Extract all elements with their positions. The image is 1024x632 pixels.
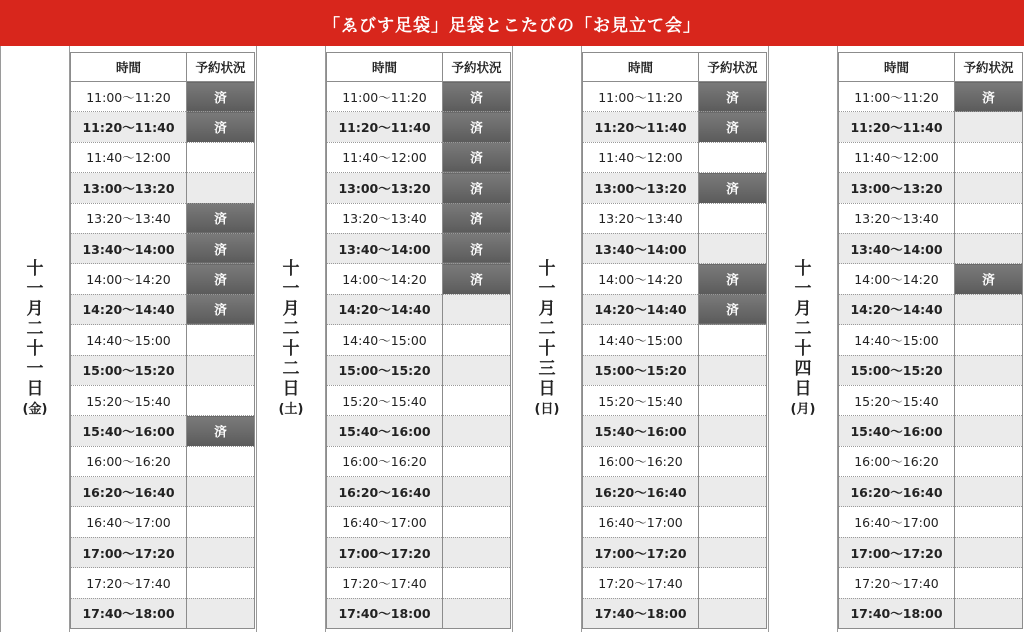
table-row [327,112,511,142]
table-row [839,537,1023,567]
day-label-char: 十 [538,259,556,279]
time-slot: 15:00～15:20 [839,355,955,385]
booked-badge: 済 [699,294,767,324]
table-row [327,598,511,628]
time-header: 時間 [583,53,699,82]
time-slot: 17:00～17:20 [583,537,699,567]
table-row [583,537,767,567]
booked-badge: 済 [443,233,511,263]
table-row [583,203,767,233]
time-slot: 17:40～18:00 [327,598,443,628]
open-slot-cell [699,355,767,385]
time-slot: 17:40～18:00 [71,598,187,628]
day-label [256,46,326,632]
table-row [71,598,255,628]
open-slot-cell [187,507,255,537]
table-row [839,142,1023,172]
table-row [327,355,511,385]
open-slot-cell [955,294,1023,324]
time-slot: 14:40～15:00 [71,325,187,355]
open-slot-cell [187,568,255,598]
time-slot: 13:00～13:20 [839,173,955,203]
open-slot-cell [955,203,1023,233]
time-slot: 11:00～11:20 [839,82,955,112]
open-slot-cell [187,446,255,476]
table-row [327,477,511,507]
open-slot-cell [187,355,255,385]
time-slot: 15:20～15:40 [327,385,443,415]
table-row [839,112,1023,142]
time-header: 時間 [71,53,187,82]
time-slot: 16:40～17:00 [839,507,955,537]
day-label-char: 一 [538,279,556,299]
day-label-char: 十 [794,259,812,279]
booked-badge: 済 [955,82,1023,112]
open-slot-cell [699,325,767,355]
open-slot-cell [443,598,511,628]
day-label-char: 二 [26,319,44,339]
time-slot: 14:00～14:20 [839,264,955,294]
weekday-label: (月) [790,402,816,417]
table-row [71,294,255,324]
time-slot: 14:20～14:40 [839,294,955,324]
open-slot-cell [187,477,255,507]
weekday-label: (日) [534,402,560,417]
booked-badge: 済 [699,82,767,112]
table-row [327,446,511,476]
day-label-char: 二 [538,319,556,339]
table-row [71,537,255,567]
time-slot: 14:00～14:20 [583,264,699,294]
day-label-char: 二 [282,319,300,339]
day-label-char: 三 [538,359,556,379]
table-row [71,355,255,385]
event-title: 「ゑびす足袋」足袋とこたびの「お見立て会」 [323,15,701,36]
day-column [768,46,1024,632]
table-row [71,82,255,112]
time-slot: 13:40～14:00 [839,233,955,263]
time-slot: 16:20～16:40 [71,477,187,507]
booked-badge: 済 [187,416,255,446]
open-slot-cell [955,112,1023,142]
booked-badge: 済 [187,203,255,233]
table-row [327,173,511,203]
table-row [583,568,767,598]
time-slot: 11:20～11:40 [327,112,443,142]
time-slot: 13:40～14:00 [327,233,443,263]
schedule-table [582,52,767,629]
open-slot-cell [699,446,767,476]
open-slot-cell [443,507,511,537]
time-slot: 17:20～17:40 [839,568,955,598]
table-row [839,416,1023,446]
time-slot: 11:00～11:20 [327,82,443,112]
table-row [71,233,255,263]
time-slot: 11:40～12:00 [327,142,443,172]
day-label-char: 一 [794,279,812,299]
schedule-table [70,52,255,629]
day-label-char: 十 [282,259,300,279]
table-row [583,82,767,112]
booked-badge: 済 [187,264,255,294]
day-label-char: 月 [538,299,556,319]
day-column [0,46,256,632]
booked-badge: 済 [443,173,511,203]
open-slot-cell [699,203,767,233]
open-slot-cell [443,385,511,415]
table-row [583,355,767,385]
table-row [583,233,767,263]
day-label [768,46,838,632]
time-slot: 17:20～17:40 [583,568,699,598]
time-slot: 13:00～13:20 [71,173,187,203]
time-slot: 16:00～16:20 [839,446,955,476]
table-row [583,264,767,294]
time-slot: 15:20～15:40 [583,385,699,415]
time-slot: 17:20～17:40 [71,568,187,598]
booked-badge: 済 [187,112,255,142]
day-label-char: 十 [26,259,44,279]
open-slot-cell [443,446,511,476]
time-slot: 15:40～16:00 [71,416,187,446]
status-header: 予約状況 [699,53,767,82]
booked-badge: 済 [443,142,511,172]
open-slot-cell [699,568,767,598]
time-slot: 11:20～11:40 [839,112,955,142]
booked-badge: 済 [187,82,255,112]
table-row [583,507,767,537]
table-row [327,325,511,355]
booked-badge: 済 [955,264,1023,294]
open-slot-cell [699,598,767,628]
time-slot: 15:00～15:20 [327,355,443,385]
time-slot: 13:20～13:40 [839,203,955,233]
time-slot: 17:00～17:20 [71,537,187,567]
table-row [839,203,1023,233]
booked-badge: 済 [443,112,511,142]
open-slot-cell [699,416,767,446]
day-label-char: 十 [794,339,812,359]
day-label-char: 十 [282,339,300,359]
table-row [583,477,767,507]
time-slot: 11:40～12:00 [583,142,699,172]
time-slot: 13:20～13:40 [583,203,699,233]
table-row [71,325,255,355]
time-slot: 16:00～16:20 [583,446,699,476]
table-row [71,142,255,172]
status-header: 予約状況 [955,53,1023,82]
table-row [583,294,767,324]
time-slot: 15:40～16:00 [839,416,955,446]
booked-badge: 済 [187,294,255,324]
table-row [327,294,511,324]
time-slot: 11:20～11:40 [583,112,699,142]
open-slot-cell [187,173,255,203]
open-slot-cell [955,325,1023,355]
time-header: 時間 [327,53,443,82]
table-row [327,416,511,446]
day-column [256,46,512,632]
time-slot: 16:20～16:40 [839,477,955,507]
event-title-banner [0,0,1024,46]
table-row [839,446,1023,476]
table-row [71,264,255,294]
open-slot-cell [955,507,1023,537]
schedule-table [838,52,1023,629]
time-slot: 16:40～17:00 [71,507,187,537]
day-label-char: 月 [282,299,300,319]
table-row [583,173,767,203]
table-row [71,446,255,476]
booked-badge: 済 [187,233,255,263]
time-slot: 17:20～17:40 [327,568,443,598]
table-row [839,507,1023,537]
open-slot-cell [699,507,767,537]
open-slot-cell [187,385,255,415]
table-row [71,568,255,598]
table-row [327,537,511,567]
day-label-char: 一 [26,359,44,379]
status-header: 予約状況 [187,53,255,82]
schedule-table [326,52,511,629]
open-slot-cell [699,142,767,172]
time-slot: 17:40～18:00 [583,598,699,628]
status-header: 予約状況 [443,53,511,82]
table-row [583,325,767,355]
time-slot: 16:00～16:20 [71,446,187,476]
table-row [71,112,255,142]
open-slot-cell [443,325,511,355]
day-label-char: 日 [26,379,44,399]
open-slot-cell [955,446,1023,476]
booked-badge: 済 [699,264,767,294]
time-slot: 11:20～11:40 [71,112,187,142]
time-slot: 15:40～16:00 [583,416,699,446]
table-row [583,142,767,172]
day-label-char: 一 [26,279,44,299]
table-row [327,568,511,598]
open-slot-cell [187,325,255,355]
table-row [839,355,1023,385]
day-label-char: 二 [282,359,300,379]
time-slot: 15:20～15:40 [839,385,955,415]
table-row [327,385,511,415]
day-label-char: 十 [538,339,556,359]
time-slot: 14:40～15:00 [839,325,955,355]
table-row [583,446,767,476]
time-slot: 17:00～17:20 [839,537,955,567]
open-slot-cell [955,477,1023,507]
table-row [583,385,767,415]
day-label [0,46,70,632]
table-row [327,507,511,537]
time-slot: 16:20～16:40 [583,477,699,507]
time-slot: 11:00～11:20 [583,82,699,112]
open-slot-cell [699,477,767,507]
open-slot-cell [443,537,511,567]
time-slot: 13:40～14:00 [71,233,187,263]
open-slot-cell [443,477,511,507]
open-slot-cell [187,598,255,628]
table-row [327,203,511,233]
day-label-char: 月 [26,299,44,319]
table-row [71,416,255,446]
day-label-char: 日 [794,379,812,399]
table-row [839,325,1023,355]
open-slot-cell [443,568,511,598]
booked-badge: 済 [443,264,511,294]
booked-badge: 済 [699,112,767,142]
open-slot-cell [699,385,767,415]
table-row [839,568,1023,598]
time-slot: 14:20～14:40 [327,294,443,324]
weekday-label: (土) [278,402,304,417]
time-slot: 15:00～15:20 [71,355,187,385]
open-slot-cell [955,142,1023,172]
table-row [839,385,1023,415]
booked-badge: 済 [443,82,511,112]
time-slot: 14:00～14:20 [71,264,187,294]
open-slot-cell [443,294,511,324]
open-slot-cell [955,537,1023,567]
time-slot: 13:40～14:00 [583,233,699,263]
time-slot: 13:20～13:40 [71,203,187,233]
table-row [839,82,1023,112]
time-slot: 14:20～14:40 [583,294,699,324]
table-row [839,233,1023,263]
time-slot: 11:40～12:00 [839,142,955,172]
open-slot-cell [955,598,1023,628]
table-row [327,82,511,112]
time-slot: 14:40～15:00 [327,325,443,355]
day-label-char: 日 [538,379,556,399]
open-slot-cell [955,355,1023,385]
time-slot: 17:40～18:00 [839,598,955,628]
open-slot-cell [699,537,767,567]
day-label-char: 月 [794,299,812,319]
day-label-char: 日 [282,379,300,399]
time-slot: 11:40～12:00 [71,142,187,172]
time-slot: 15:20～15:40 [71,385,187,415]
open-slot-cell [443,355,511,385]
time-slot: 13:00～13:20 [583,173,699,203]
open-slot-cell [955,385,1023,415]
time-slot: 14:40～15:00 [583,325,699,355]
time-slot: 15:40～16:00 [327,416,443,446]
day-label-char: 一 [282,279,300,299]
table-row [327,233,511,263]
time-slot: 16:00～16:20 [327,446,443,476]
table-row [839,477,1023,507]
booked-badge: 済 [699,173,767,203]
table-row [71,507,255,537]
day-label [512,46,582,632]
open-slot-cell [187,142,255,172]
open-slot-cell [955,416,1023,446]
time-slot: 14:20～14:40 [71,294,187,324]
table-row [71,477,255,507]
table-row [583,598,767,628]
table-row [583,112,767,142]
day-label-char: 四 [794,359,812,379]
table-row [839,264,1023,294]
time-slot: 11:00～11:20 [71,82,187,112]
time-slot: 16:40～17:00 [583,507,699,537]
table-row [583,416,767,446]
table-row [71,173,255,203]
time-slot: 16:20～16:40 [327,477,443,507]
table-row [327,264,511,294]
open-slot-cell [955,568,1023,598]
days-container [0,46,1024,632]
time-slot: 15:00～15:20 [583,355,699,385]
table-row [839,598,1023,628]
time-slot: 17:00～17:20 [327,537,443,567]
day-label-char: 十 [26,339,44,359]
day-label-char: 二 [794,319,812,339]
time-slot: 13:20～13:40 [327,203,443,233]
time-header: 時間 [839,53,955,82]
table-row [839,294,1023,324]
time-slot: 13:00～13:20 [327,173,443,203]
table-row [71,203,255,233]
table-row [71,385,255,415]
table-row [839,173,1023,203]
table-row [327,142,511,172]
day-column [512,46,768,632]
weekday-label: (金) [22,402,48,417]
open-slot-cell [443,416,511,446]
time-slot: 16:40～17:00 [327,507,443,537]
booked-badge: 済 [443,203,511,233]
open-slot-cell [699,233,767,263]
open-slot-cell [955,173,1023,203]
time-slot: 14:00～14:20 [327,264,443,294]
open-slot-cell [187,537,255,567]
open-slot-cell [955,233,1023,263]
